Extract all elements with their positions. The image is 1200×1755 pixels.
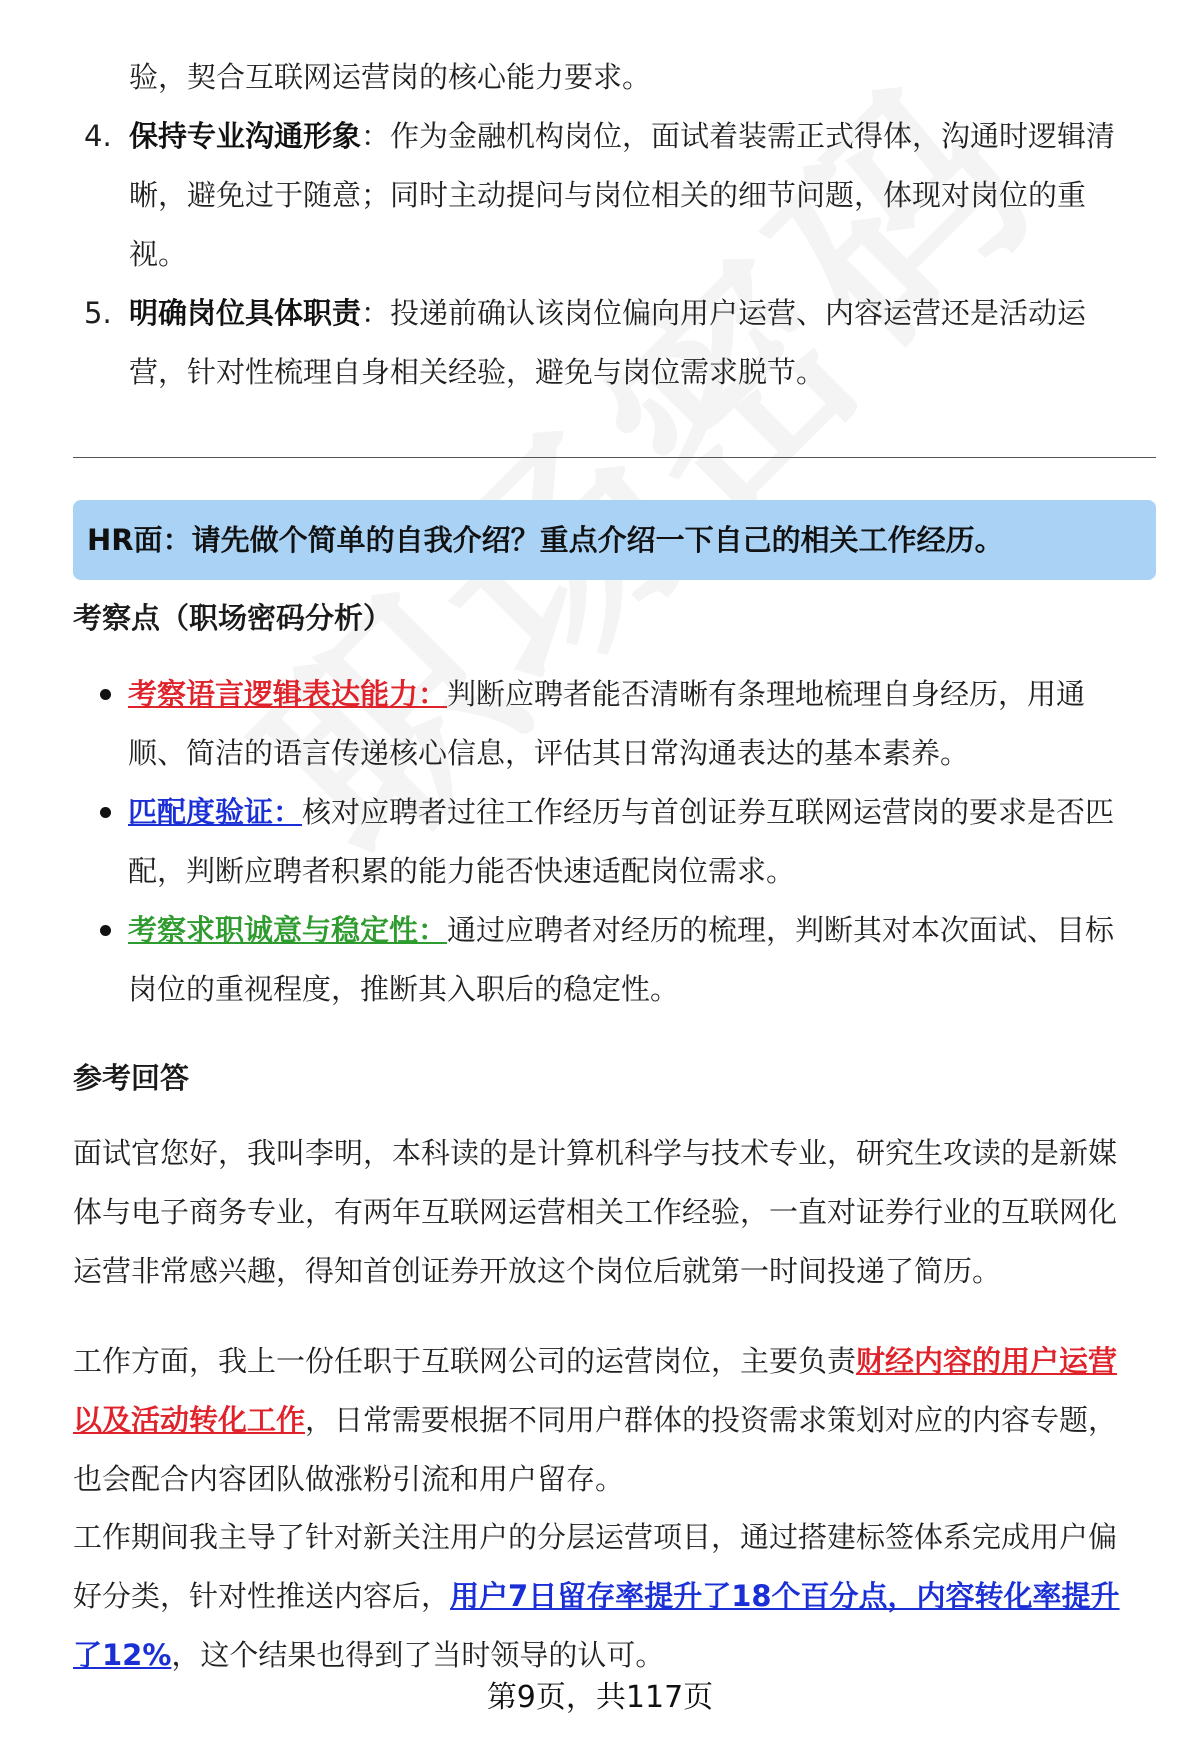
analysis-item <box>88 665 1158 783</box>
interview-question: HR面：请先做个简单的自我介绍？重点介绍一下自己的相关工作经历。 <box>87 523 1004 557</box>
analysis-item-line-2: 岗位的重视程度，推断其入职后的稳定性。 <box>128 972 680 1006</box>
analysis-item-line-1 <box>128 901 1158 960</box>
separator: ： <box>361 119 391 153</box>
answer-paragraph-1 <box>73 1124 1163 1301</box>
analysis-item-line-1 <box>128 783 1158 842</box>
paragraph-line: 运营非常感兴趣，得知首创证券开放这个岗位后就第一时间投递了简历。 <box>73 1254 1002 1288</box>
list-item-5-line-2: 营，针对性梳理自身相关经验，避免与岗位需求脱节。 <box>129 355 826 389</box>
analysis-item <box>88 783 1158 901</box>
list-number: 4. <box>84 119 112 153</box>
paragraph-text: ，这个结果也得到了当时领导的认可。 <box>171 1638 665 1672</box>
section-divider <box>73 457 1156 458</box>
paragraph-line: 体与电子商务专业，有两年互联网运营相关工作经验，一直对证券行业的互联网化 <box>73 1195 1118 1229</box>
analysis-text: 核对应聘者过往工作经历与首创证券互联网运营岗的要求是否匹 <box>302 795 1115 829</box>
paragraph-line: 面试官您好，我叫李明，本科读的是计算机科学与技术专业，研究生攻读的是新媒 <box>73 1136 1118 1170</box>
list-item-3-continuation: 验，契合互联网运营岗的核心能力要求。 <box>129 60 652 94</box>
highlight-text: 以及活动转化工作 <box>73 1403 306 1437</box>
analysis-item-line-2: 顺、简洁的语言传递核心信息，评估其日常沟通表达的基本素养。 <box>128 736 970 770</box>
analysis-item-line-2: 配，判断应聘者积累的能力能否快速适配岗位需求。 <box>128 854 796 888</box>
list-item-term: 保持专业沟通形象 <box>129 119 362 153</box>
interview-question-box <box>73 500 1156 580</box>
page-number: 第9页，共117页 <box>486 1680 714 1715</box>
highlight-text: 财经内容的用户运营 <box>856 1344 1118 1378</box>
list-item-4-line-3: 视。 <box>129 237 188 271</box>
paragraph-line: 工作期间我主导了针对新关注用户的分层运营项目，通过搭建标签体系完成用户偏 <box>73 1520 1118 1554</box>
analysis-keyword: 考察语言逻辑表达能力： <box>128 677 448 711</box>
list-item-text: 作为金融机构岗位，面试着装需正式得体，沟通时逻辑清 <box>390 119 1116 153</box>
list-item-4-line-1 <box>129 107 1144 166</box>
highlight-text: 用户7日留存率提升了18个百分点，内容转化率提升 <box>450 1579 1120 1613</box>
analysis-keyword: 考察求职诚意与稳定性： <box>128 913 448 947</box>
analysis-keyword: 匹配度验证： <box>128 795 303 829</box>
analysis-item <box>88 901 1158 1019</box>
list-number: 5. <box>84 296 112 330</box>
analysis-title: 考察点（职场密码分析） <box>73 601 393 635</box>
list-item-4 <box>84 107 1144 284</box>
separator: ： <box>361 296 391 330</box>
analysis-item-line-1 <box>128 665 1158 724</box>
bullet-icon <box>100 807 111 818</box>
list-item-term: 明确岗位具体职责 <box>129 296 362 330</box>
tips-list <box>84 48 1144 402</box>
highlight-text: 了12% <box>73 1638 172 1672</box>
answer-paragraph-3 <box>73 1508 1163 1685</box>
answer-paragraph-2 <box>73 1332 1163 1509</box>
paragraph-text: 好分类，针对性推送内容后， <box>73 1579 451 1613</box>
list-item-5-line-1 <box>129 284 1144 343</box>
paragraph-line <box>73 1332 1163 1391</box>
bullet-icon <box>100 689 111 700</box>
analysis-list <box>88 665 1158 1019</box>
analysis-text: 通过应聘者对经历的梳理，判断其对本次面试、目标 <box>447 913 1115 947</box>
paragraph-line: 也会配合内容团队做涨粉引流和用户留存。 <box>73 1462 625 1496</box>
paragraph-text: ，日常需要根据不同用户群体的投资需求策划对应的内容专题， <box>305 1403 1118 1437</box>
list-item-5 <box>84 284 1144 402</box>
list-item-text: 投递前确认该岗位偏向用户运营、内容运营还是活动运 <box>390 296 1087 330</box>
paragraph-line <box>73 1567 1163 1626</box>
paragraph-text: 工作方面，我上一份任职于互联网公司的运营岗位，主要负责 <box>73 1344 857 1378</box>
list-item-4-line-2: 晰，避免过于随意；同时主动提问与岗位相关的细节问题，体现对岗位的重 <box>129 178 1087 212</box>
answer-title: 参考回答 <box>73 1061 190 1095</box>
analysis-text: 判断应聘者能否清晰有条理地梳理自身经历，用通 <box>447 677 1086 711</box>
paragraph-line <box>73 1391 1163 1450</box>
bullet-icon <box>100 925 111 936</box>
